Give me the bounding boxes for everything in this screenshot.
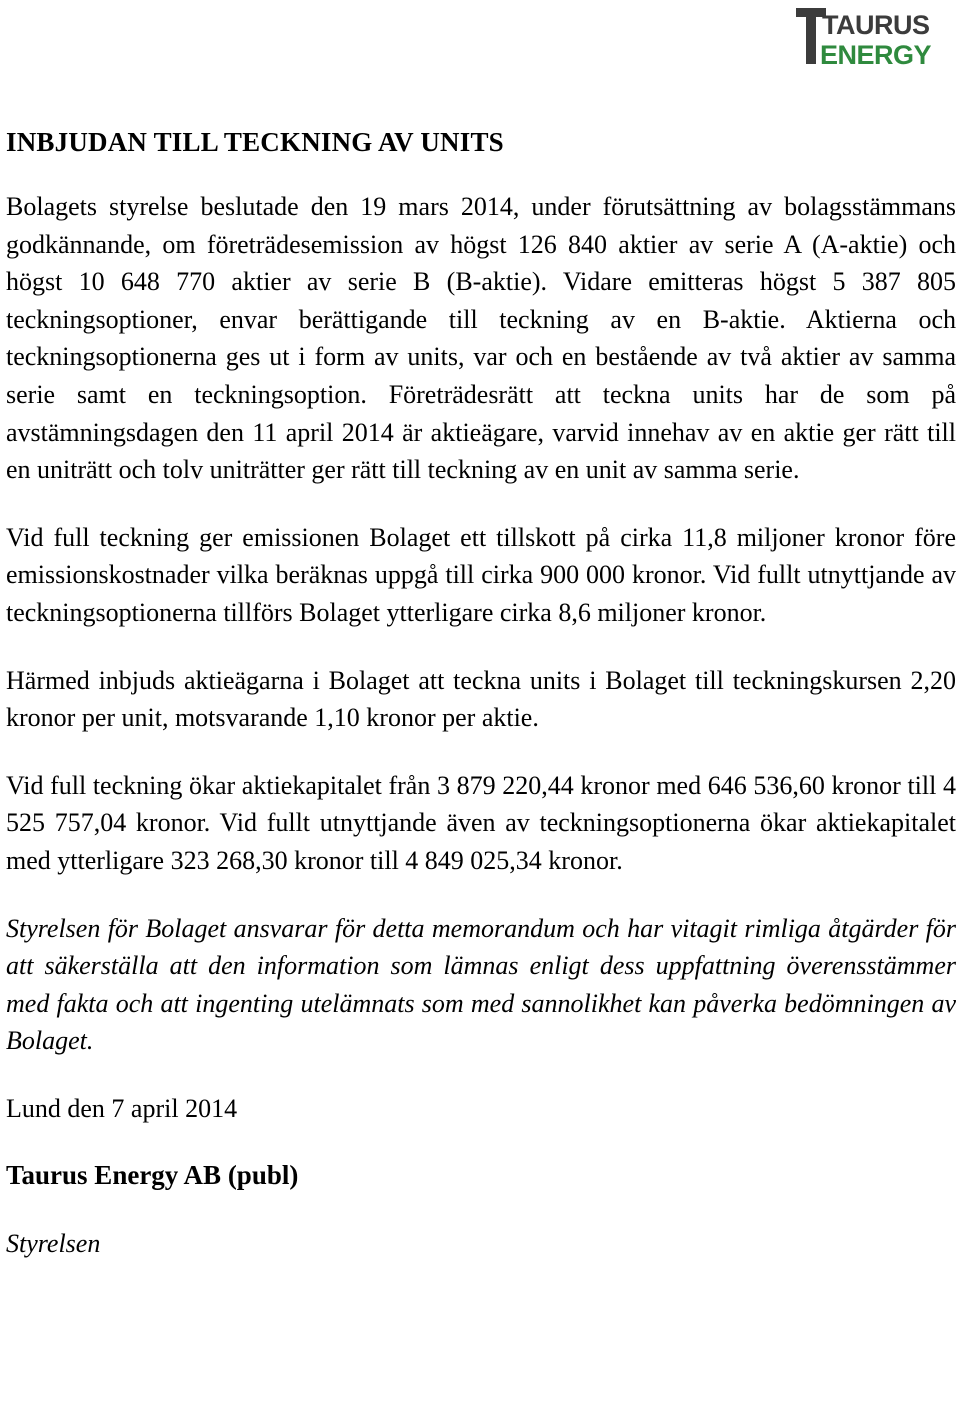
taurus-energy-logo [796, 6, 946, 68]
paragraph-share-capital: Vid full teckning ökar aktiekapitalet från 3 879 220,44 kronor med 646 536,60 kronor till 4 525 757,04 kronor. Vid fullt utnyttjande även av teckningsoptionerna ökar aktiekapitalet med ytterligare 323 268,30 kronor till 4 849 025,34 kronor. [6, 770, 956, 875]
paragraph-invitation: Härmed inbjuds aktieägarna i Bolaget att teckna units i Bolaget till teckningskursen 2,20 kronor per unit, motsvarande 1,10 kronor per aktie. [6, 665, 956, 733]
paragraph-emission: Bolagets styrelse beslutade den 19 mars 2014, under förutsättning av bolagsstämmans godkännande, om företrädesemission av högst 126 840 aktier av serie A (A-aktie) och högst 10 648 770 aktier av serie B (B-aktie). Vidare emitteras högst 5 387 805 teckningsoptioner, envar berättigande till teckning av en B-aktie. Aktierna och teckningsoptionerna ges ut i form av units, var och en bestående av två aktier av samma serie samt en teckningsoption. Företrädesrätt att teckna units har de som på avstämningsdagen den 11 april 2014 är aktieägare, varvid innehav av en aktie ger rätt till en uniträtt och tolv uniträtter ger rätt till teckning av en unit av samma serie. [6, 192, 956, 485]
logo-text-taurus: TAURUS [822, 10, 930, 40]
board-responsibility-statement: Styrelsen för Bolaget ansvarar för detta memorandum och har vitagit rimliga åtgärder för att säkerställa att den information som lämnas enligt dess uppfattning överensstämmer med fakta och att ingenting utelämnats som med sannolikhet kan påverka bedömningen av Bolaget. [6, 913, 956, 1056]
document-title: INBJUDAN TILL TECKNING AV UNITS [6, 127, 504, 157]
logo-t-stem [806, 8, 816, 64]
signatory: Styrelsen [6, 1229, 101, 1259]
logo-text-energy: ENERGY [820, 40, 932, 68]
company-name: Taurus Energy AB (publ) [6, 1160, 299, 1191]
document-body [6, 122, 956, 1263]
paragraph-proceeds: Vid full teckning ger emissionen Bolaget ett tillskott på cirka 11,8 miljoner kronor före emissionskostnader vilka beräknas uppgå till cirka 900 000 kronor. Vid fullt utnyttjande av teckningsoptionerna tillförs Bolaget ytterligare cirka 8,6 miljoner kronor. [6, 522, 956, 627]
place-and-date: Lund den 7 april 2014 [6, 1093, 238, 1123]
